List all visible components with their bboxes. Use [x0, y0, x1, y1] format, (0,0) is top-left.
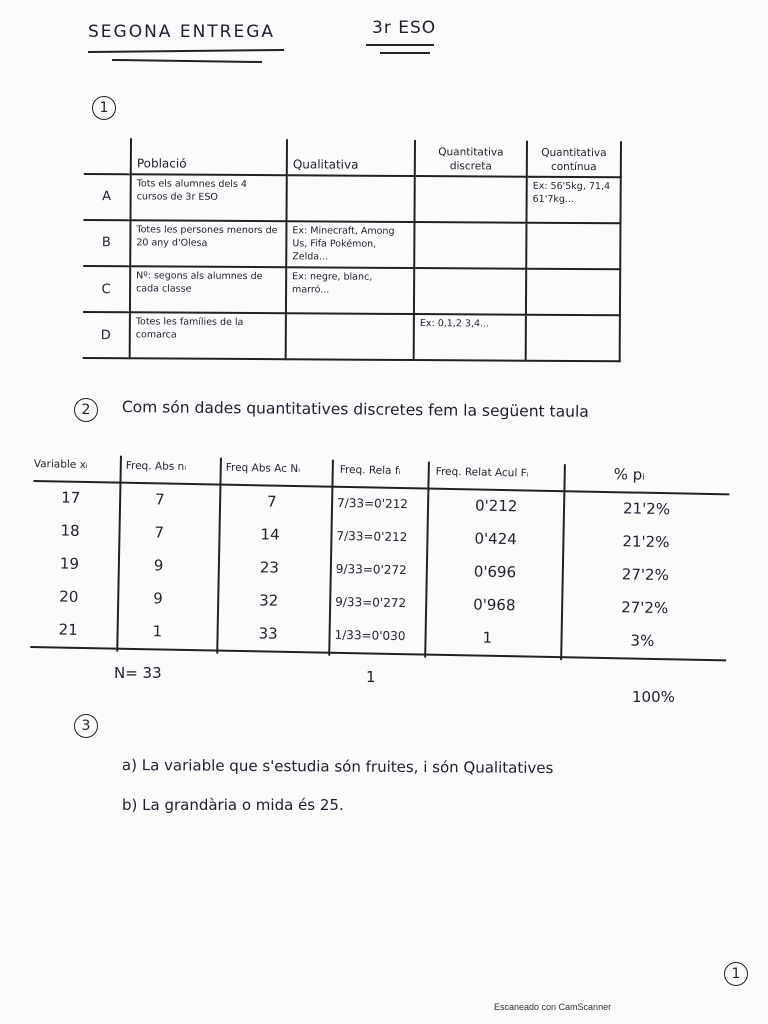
cell-p: 21'2% — [622, 532, 670, 552]
cell-p: 27'2% — [621, 565, 669, 585]
grade-label: 3r ESO — [372, 18, 437, 38]
cell-F: 0'212 — [474, 496, 518, 516]
total-n: N= 33 — [114, 664, 162, 682]
grade-underline-second — [380, 52, 430, 54]
row-label: C — [83, 266, 130, 312]
grade-underline — [366, 44, 434, 46]
cell-qualitativa: Ex: negre, blanc, marró... — [286, 268, 414, 315]
cell-n: 9 — [153, 589, 163, 608]
header-variable: Variable xᵢ — [33, 457, 88, 472]
cell-n: 7 — [154, 490, 165, 509]
cell-continua — [526, 315, 620, 362]
section-2-number: 2 — [74, 398, 98, 422]
cell-N: 33 — [258, 624, 278, 643]
cell-poblacio: Tots els alumnes dels 4 cursos de 3r ESO — [130, 174, 286, 221]
cell-continua: Ex: 56'5kg, 71,4 61'7kg... — [526, 177, 620, 224]
cell-n: 9 — [153, 556, 164, 575]
cell-discreta: Ex: 0,1,2 3,4... — [414, 314, 526, 361]
cell-F: 1 — [482, 628, 493, 647]
cell-x: 18 — [60, 521, 80, 540]
cell-n: 1 — [152, 622, 163, 641]
row-label: A — [83, 174, 130, 220]
cell-F: 0'968 — [473, 595, 516, 615]
header-freq-rel-acum: Freq. Relat Acul Fᵢ — [435, 465, 529, 480]
row-label: B — [83, 220, 130, 267]
cell-x: 20 — [59, 587, 79, 606]
cell-n: 7 — [154, 523, 165, 542]
cell-qualitativa: Ex: Minecraft, Among Us, Fifa Pokémon, Zelda... — [286, 221, 414, 268]
cell-N: 14 — [260, 525, 280, 544]
cell-N: 32 — [259, 591, 279, 610]
header-discreta: Quantitativa discreta — [415, 140, 527, 177]
page-title: SEGONA ENTREGA — [88, 22, 276, 42]
header-blank — [84, 138, 131, 174]
title-underline-second — [112, 59, 262, 63]
population-table — [83, 138, 622, 363]
cell-continua — [526, 223, 620, 270]
cell-x: 19 — [59, 554, 80, 573]
cell-discreta — [414, 222, 526, 269]
scanner-watermark: Escaneado con CamScanner — [494, 1002, 612, 1012]
answer-a: a) La variable que s'estudia són fruites, i són Qualitatives — [121, 756, 554, 778]
table-row — [83, 174, 620, 223]
total-percent: 100% — [632, 688, 675, 706]
cell-p: 3% — [630, 631, 655, 650]
section-2-intro: Com són dades quantitatives discretes fem la següent taula — [121, 398, 589, 421]
population-table-header — [84, 138, 621, 177]
page-number: 1 — [724, 962, 748, 986]
cell-poblacio: Totes les famílies de la comarca — [130, 313, 286, 360]
header-freq-abs-ac: Freq Abs Ac Nᵢ — [225, 461, 301, 476]
header-qualitativa: Qualitativa — [287, 139, 415, 176]
cell-f: 7/33=0'212 — [336, 495, 409, 512]
cell-N: 23 — [259, 558, 280, 577]
header-percent: % pᵢ — [613, 465, 646, 484]
row-label: D — [83, 312, 130, 358]
cell-p: 27'2% — [620, 598, 669, 618]
total-frequency: 1 — [366, 668, 376, 686]
header-poblacio: Població — [131, 138, 287, 175]
cell-p: 21'2% — [622, 499, 671, 519]
section-3-number: 3 — [74, 714, 98, 738]
cell-qualitativa — [286, 314, 414, 361]
cell-f: 9/33=0'272 — [335, 561, 407, 578]
cell-F: 0'424 — [474, 529, 517, 549]
frequency-table — [30, 454, 730, 660]
cell-poblacio: Nº: segons als alumnes de cada classe — [130, 267, 286, 314]
header-freq-rel: Freq. Rela fᵢ — [339, 463, 401, 478]
cell-x: 17 — [60, 488, 81, 507]
cell-x: 21 — [58, 620, 78, 639]
table-row — [83, 312, 620, 361]
table-row — [83, 220, 620, 270]
cell-f: 1/33=0'030 — [334, 627, 406, 644]
cell-N: 7 — [266, 492, 277, 511]
title-underline — [88, 49, 284, 53]
header-freq-abs: Freq. Abs nᵢ — [125, 459, 187, 473]
cell-F: 0'696 — [473, 562, 517, 582]
answer-b: b) La grandària o mida és 25. — [122, 796, 344, 814]
cell-discreta — [414, 176, 526, 223]
cell-f: 7/33=0'212 — [336, 528, 408, 545]
cell-continua — [526, 269, 620, 316]
cell-f: 9/33=0'272 — [335, 594, 407, 611]
header-continua: Quantitativa contínua — [527, 141, 621, 178]
section-1-number: 1 — [92, 96, 116, 120]
table-row — [83, 266, 620, 315]
cell-discreta — [414, 268, 526, 315]
cell-poblacio: Totes les persones menors de 20 any d'Olesa — [130, 220, 286, 267]
cell-qualitativa — [286, 175, 414, 222]
